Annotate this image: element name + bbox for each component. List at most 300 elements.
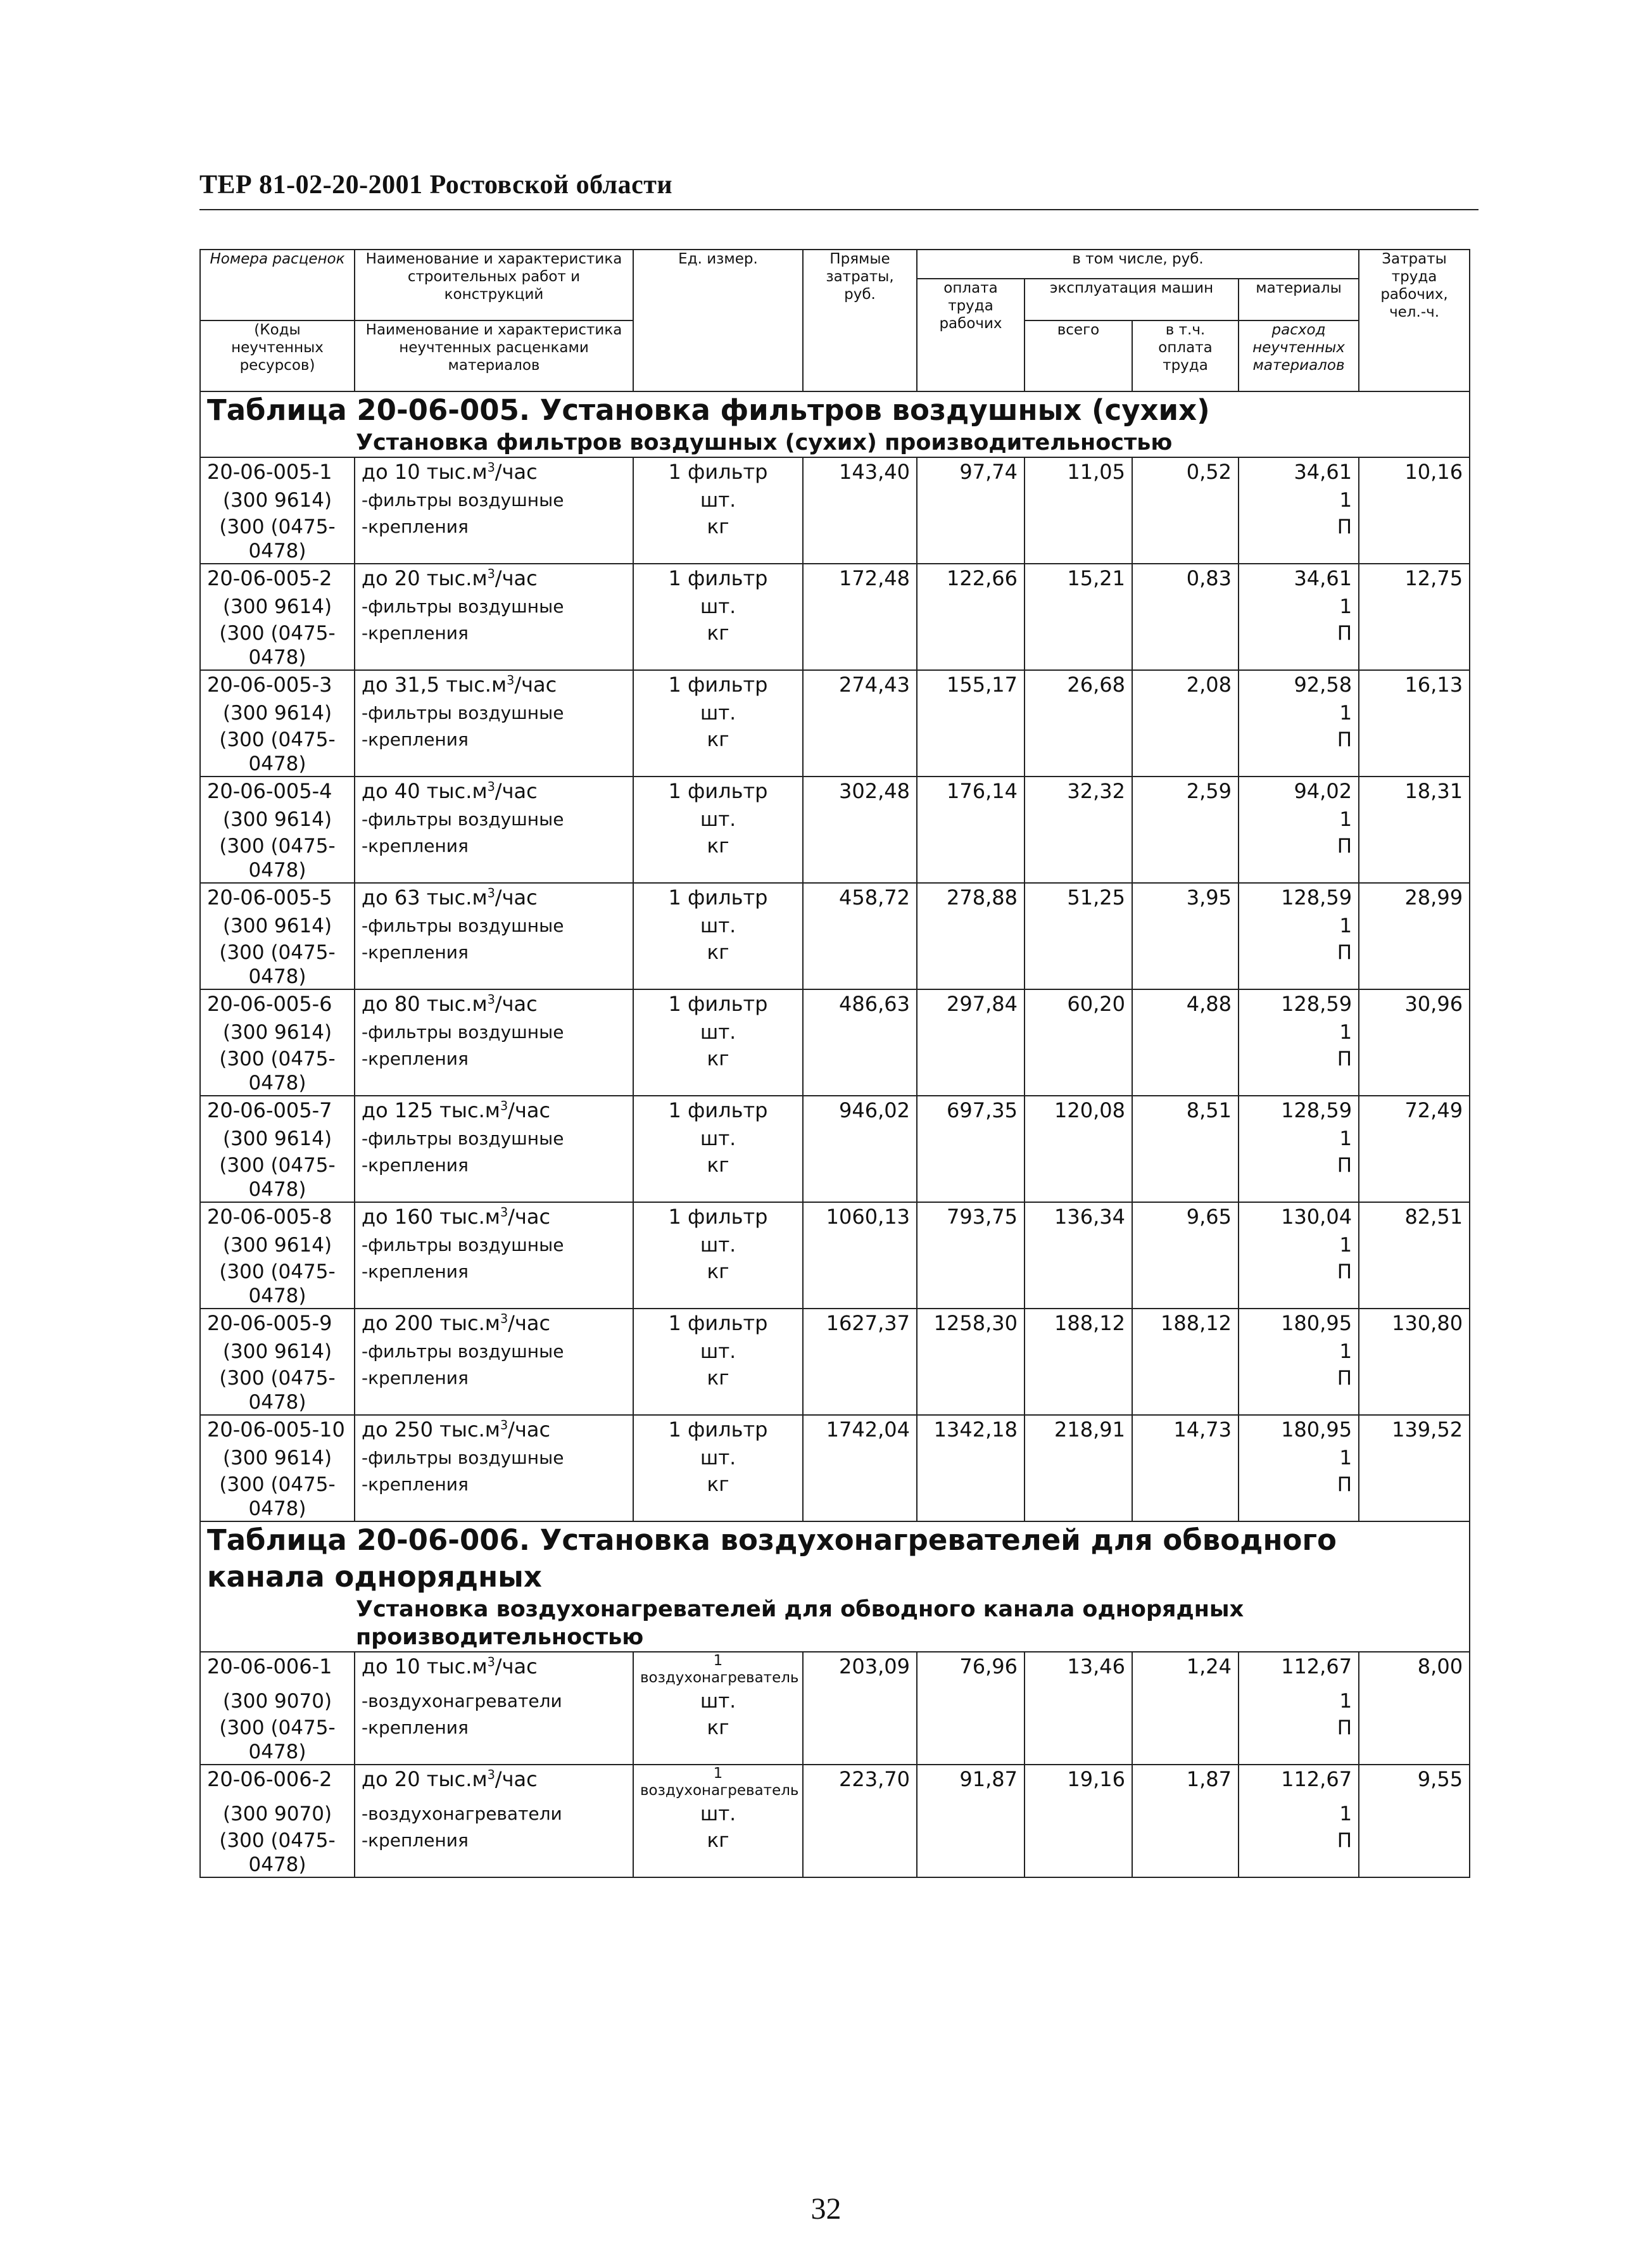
resource-name: -фильтры воздушные [355,1018,633,1047]
header-name-bottom: Наименование и характеристика неучтенных расценками материалов [355,320,633,391]
empty-cell [803,621,917,670]
resource-qty: 1 [1239,1018,1359,1047]
empty-cell [917,1018,1025,1047]
rate-name-text: до 40 тыс.м [362,779,488,803]
machines-total: 19,16 [1025,1765,1132,1799]
resource-code: (300 (0475-0478) [200,941,355,989]
machines-total: 218,91 [1025,1415,1132,1443]
empty-cell [1132,1153,1239,1202]
labor-hours: 139,52 [1359,1415,1470,1443]
empty-cell [803,1047,917,1096]
empty-cell [917,1716,1025,1765]
empty-cell [1359,911,1470,941]
empty-cell [803,1443,917,1473]
labor-pay: 97,74 [917,457,1025,486]
resource-code: (300 (0475-0478) [200,1473,355,1521]
empty-cell [1132,1829,1239,1877]
unit-power: 3 [500,1205,508,1220]
header-labor-cost: Затраты труда рабочих, чел.-ч. [1359,250,1470,391]
resource-code: (300 (0475-0478) [200,1716,355,1765]
rate-row [200,457,1470,486]
labor-hours: 30,96 [1359,989,1470,1018]
unit-suffix: /час [508,1098,551,1122]
direct-cost: 946,02 [803,1096,917,1124]
table-title-row [200,1521,1470,1595]
empty-cell [1132,699,1239,728]
resource-row [200,1260,1470,1309]
empty-cell [917,1799,1025,1829]
machines-total: 26,68 [1025,670,1132,699]
empty-cell [803,1473,917,1521]
direct-cost: 1742,04 [803,1415,917,1443]
resource-row [200,1124,1470,1153]
empty-cell [917,621,1025,670]
empty-cell [1132,805,1239,834]
resource-qty: П [1239,1047,1359,1096]
rate-name-text: до 31,5 тыс.м [362,673,507,697]
resource-qty: 1 [1239,1231,1359,1260]
machines-total: 13,46 [1025,1652,1132,1687]
rate-name-text: до 250 тыс.м [362,1418,500,1442]
resource-unit: кг [633,1047,803,1096]
empty-cell [1359,621,1470,670]
rate-row [200,670,1470,699]
machines-labor: 8,51 [1132,1096,1239,1124]
resource-row [200,941,1470,989]
header-name-top: Наименование и характеристика строительных работ и конструкций [355,250,633,320]
table-subtitle-row [200,429,1470,457]
unit-power: 3 [487,460,495,475]
empty-cell [917,941,1025,989]
rate-name [355,989,633,1018]
empty-cell [1025,1124,1132,1153]
empty-cell [1132,1124,1239,1153]
resource-unit: кг [633,1473,803,1521]
rate-row [200,1652,1470,1687]
rate-unit: 1 воздухонагреватель [633,1652,803,1687]
rate-name [355,1652,633,1687]
resource-name: -фильтры воздушные [355,1231,633,1260]
resource-name: -фильтры воздушные [355,1124,633,1153]
empty-cell [917,1687,1025,1716]
resource-row [200,1473,1470,1521]
rate-name [355,777,633,805]
unit-power: 3 [487,885,495,901]
resource-qty: 1 [1239,1799,1359,1829]
resource-unit: кг [633,1829,803,1877]
unit-suffix: /час [495,779,538,803]
direct-cost: 223,70 [803,1765,917,1799]
resource-row [200,515,1470,564]
labor-hours: 8,00 [1359,1652,1470,1687]
resource-qty: 1 [1239,1687,1359,1716]
resource-name: -фильтры воздушные [355,592,633,621]
direct-cost: 302,48 [803,777,917,805]
resource-code: (300 9614) [200,1337,355,1366]
resource-row [200,699,1470,728]
empty-cell [1359,1337,1470,1366]
resource-unit: шт. [633,486,803,515]
resource-row [200,1799,1470,1829]
materials-cost: 128,59 [1239,989,1359,1018]
rate-row [200,1202,1470,1231]
empty-cell [1132,1047,1239,1096]
unit-suffix: /час [495,992,538,1016]
rate-name-text: до 125 тыс.м [362,1098,500,1122]
resource-name: -крепления [355,621,633,670]
estimate-table [199,249,1470,1878]
empty-cell [1132,486,1239,515]
machines-labor: 14,73 [1132,1415,1239,1443]
rate-name-text: до 200 тыс.м [362,1311,500,1335]
empty-cell [1132,1366,1239,1415]
empty-cell [1359,515,1470,564]
labor-pay: 176,14 [917,777,1025,805]
empty-cell [1132,728,1239,777]
resource-qty: 1 [1239,805,1359,834]
resource-name: -фильтры воздушные [355,911,633,941]
empty-cell [1025,911,1132,941]
labor-pay: 91,87 [917,1765,1025,1799]
empty-cell [803,1231,917,1260]
resource-unit: шт. [633,1337,803,1366]
machines-labor: 2,59 [1132,777,1239,805]
empty-cell [1132,911,1239,941]
header-unit: Ед. измер. [633,250,803,391]
machines-labor: 0,52 [1132,457,1239,486]
resource-qty: П [1239,1473,1359,1521]
machines-labor: 1,87 [1132,1765,1239,1799]
rate-unit: 1 фильтр [633,1096,803,1124]
resource-code: (300 9614) [200,699,355,728]
rate-code: 20-06-005-2 [200,564,355,592]
rate-code: 20-06-005-8 [200,1202,355,1231]
resource-name: -воздухонагреватели [355,1687,633,1716]
labor-pay: 278,88 [917,883,1025,911]
materials-cost: 180,95 [1239,1415,1359,1443]
empty-cell [1359,1047,1470,1096]
labor-hours: 12,75 [1359,564,1470,592]
empty-cell [803,1829,917,1877]
resource-unit: кг [633,1366,803,1415]
resource-qty: П [1239,1716,1359,1765]
unit-power: 3 [487,1767,495,1782]
materials-cost: 92,58 [1239,670,1359,699]
rate-unit: 1 фильтр [633,1415,803,1443]
table-title: Таблица 20-06-006. Установка воздухонагревателей для обводного канала однорядных [200,1521,1470,1595]
labor-pay: 793,75 [917,1202,1025,1231]
rate-name-text: до 80 тыс.м [362,992,488,1016]
materials-cost: 34,61 [1239,564,1359,592]
labor-pay: 1342,18 [917,1415,1025,1443]
labor-hours: 130,80 [1359,1309,1470,1337]
labor-pay: 76,96 [917,1652,1025,1687]
empty-cell [1025,1443,1132,1473]
empty-cell [1025,486,1132,515]
empty-cell [1132,1473,1239,1521]
empty-cell [917,1473,1025,1521]
resource-qty: П [1239,728,1359,777]
empty-cell [1132,1018,1239,1047]
empty-cell [1025,1231,1132,1260]
machines-total: 60,20 [1025,989,1132,1018]
machines-total: 136,34 [1025,1202,1132,1231]
resource-name: -крепления [355,1716,633,1765]
machines-total: 51,25 [1025,883,1132,911]
unit-power: 3 [487,779,495,794]
rate-code: 20-06-005-5 [200,883,355,911]
empty-cell [917,805,1025,834]
resource-row [200,592,1470,621]
empty-cell [803,941,917,989]
resource-unit: шт. [633,1799,803,1829]
empty-cell [1132,1799,1239,1829]
resource-code: (300 9614) [200,1231,355,1260]
empty-cell [1025,621,1132,670]
empty-cell [803,1366,917,1415]
unit-suffix: /час [508,1205,551,1229]
rate-row [200,1096,1470,1124]
resource-row [200,728,1470,777]
empty-cell [1025,941,1132,989]
labor-hours: 72,49 [1359,1096,1470,1124]
labor-hours: 10,16 [1359,457,1470,486]
resource-qty: 1 [1239,1124,1359,1153]
empty-cell [917,728,1025,777]
rate-row [200,564,1470,592]
rate-name [355,1309,633,1337]
empty-cell [917,592,1025,621]
resource-code: (300 (0475-0478) [200,1153,355,1202]
empty-cell [1025,1153,1132,1202]
direct-cost: 458,72 [803,883,917,911]
empty-cell [803,592,917,621]
unit-suffix: /час [495,1654,538,1678]
empty-cell [917,486,1025,515]
unit-suffix: /час [508,1418,551,1442]
empty-cell [1359,1716,1470,1765]
empty-cell [1025,1473,1132,1521]
rate-row [200,989,1470,1018]
rate-unit: 1 фильтр [633,1202,803,1231]
resource-row [200,805,1470,834]
resource-qty: 1 [1239,911,1359,941]
unit-suffix: /час [495,566,538,590]
resource-unit: кг [633,941,803,989]
labor-hours: 18,31 [1359,777,1470,805]
empty-cell [1359,1829,1470,1877]
resource-name: -фильтры воздушные [355,1443,633,1473]
empty-cell [803,1337,917,1366]
unit-power: 3 [507,673,515,688]
rate-code: 20-06-006-1 [200,1652,355,1687]
empty-cell [1359,941,1470,989]
labor-pay: 1258,30 [917,1309,1025,1337]
empty-cell [917,1829,1025,1877]
resource-qty: П [1239,1260,1359,1309]
empty-cell [803,1716,917,1765]
unit-power: 3 [487,992,495,1007]
resource-qty: 1 [1239,1337,1359,1366]
empty-cell [1132,1231,1239,1260]
empty-cell [1359,1366,1470,1415]
rate-row [200,1415,1470,1443]
rate-code: 20-06-005-4 [200,777,355,805]
empty-cell [803,1153,917,1202]
direct-cost: 1060,13 [803,1202,917,1231]
empty-cell [1359,699,1470,728]
rate-code: 20-06-005-3 [200,670,355,699]
empty-cell [1132,621,1239,670]
table-title-row [200,391,1470,429]
rate-unit: 1 фильтр [633,670,803,699]
rate-unit: 1 фильтр [633,457,803,486]
empty-cell [917,911,1025,941]
unit-power: 3 [500,1098,508,1113]
table-subtitle-row [200,1595,1470,1652]
empty-cell [1359,805,1470,834]
materials-cost: 112,67 [1239,1652,1359,1687]
empty-cell [1132,515,1239,564]
empty-cell [1132,834,1239,883]
header-materials: материалы [1239,279,1359,320]
empty-cell [917,515,1025,564]
resource-row [200,1231,1470,1260]
resource-unit: шт. [633,1231,803,1260]
empty-cell [1359,728,1470,777]
machines-total: 32,32 [1025,777,1132,805]
resource-code: (300 (0475-0478) [200,728,355,777]
rate-code: 20-06-005-9 [200,1309,355,1337]
resource-name: -фильтры воздушные [355,805,633,834]
resource-code: (300 (0475-0478) [200,1047,355,1096]
resource-code: (300 9070) [200,1687,355,1716]
resource-code: (300 9614) [200,486,355,515]
empty-cell [1025,1047,1132,1096]
empty-cell [803,911,917,941]
resource-name: -крепления [355,1829,633,1877]
resource-unit: шт. [633,1687,803,1716]
resource-qty: П [1239,1829,1359,1877]
empty-cell [803,1687,917,1716]
machines-labor: 1,24 [1132,1652,1239,1687]
rate-name [355,564,633,592]
rate-code: 20-06-005-6 [200,989,355,1018]
resource-unit: шт. [633,1443,803,1473]
rate-name-text: до 63 тыс.м [362,885,488,910]
rate-unit: 1 фильтр [633,564,803,592]
resource-unit: шт. [633,805,803,834]
empty-cell [917,1337,1025,1366]
resource-unit: шт. [633,911,803,941]
header-direct: Прямые затраты, руб. [803,250,917,391]
direct-cost: 203,09 [803,1652,917,1687]
rate-unit: 1 воздухонагреватель [633,1765,803,1799]
resource-row [200,834,1470,883]
empty-cell [1025,515,1132,564]
labor-hours: 9,55 [1359,1765,1470,1799]
resource-unit: кг [633,834,803,883]
resource-name: -крепления [355,1366,633,1415]
resource-code: (300 9614) [200,805,355,834]
resource-qty: П [1239,1153,1359,1202]
empty-cell [1132,592,1239,621]
machines-total: 188,12 [1025,1309,1132,1337]
direct-cost: 172,48 [803,564,917,592]
unit-suffix: /час [514,673,557,697]
labor-hours: 16,13 [1359,670,1470,699]
resource-name: -крепления [355,1047,633,1096]
direct-cost: 143,40 [803,457,917,486]
resource-row [200,486,1470,515]
materials-cost: 130,04 [1239,1202,1359,1231]
empty-cell [1359,1687,1470,1716]
empty-cell [803,515,917,564]
empty-cell [917,1260,1025,1309]
resource-code: (300 9070) [200,1799,355,1829]
empty-cell [1025,1799,1132,1829]
empty-cell [803,1260,917,1309]
resource-qty: П [1239,621,1359,670]
resource-row [200,1687,1470,1716]
resource-code: (300 (0475-0478) [200,1260,355,1309]
empty-cell [803,1018,917,1047]
resource-name: -крепления [355,1473,633,1521]
header-mat-uncounted: расход неучтенных материалов [1239,320,1359,391]
empty-cell [803,699,917,728]
empty-cell [917,1366,1025,1415]
empty-cell [917,1124,1025,1153]
resource-code: (300 (0475-0478) [200,1829,355,1877]
resource-unit: кг [633,728,803,777]
resource-code: (300 9614) [200,1018,355,1047]
resource-qty: П [1239,515,1359,564]
empty-cell [1025,1260,1132,1309]
empty-cell [803,486,917,515]
empty-cell [1359,1443,1470,1473]
resource-code: (300 (0475-0478) [200,1366,355,1415]
rate-name [355,1202,633,1231]
empty-cell [803,834,917,883]
labor-hours: 82,51 [1359,1202,1470,1231]
empty-cell [803,728,917,777]
machines-total: 120,08 [1025,1096,1132,1124]
empty-cell [1025,1829,1132,1877]
unit-suffix: /час [495,885,538,910]
header-code-bottom: (Коды неучтенных ресурсов) [200,320,355,391]
empty-cell [1025,1018,1132,1047]
unit-suffix: /час [495,460,538,484]
machines-labor: 3,95 [1132,883,1239,911]
rate-name-text: до 20 тыс.м [362,566,488,590]
labor-pay: 122,66 [917,564,1025,592]
empty-cell [1359,1124,1470,1153]
resource-unit: кг [633,515,803,564]
resource-qty: 1 [1239,486,1359,515]
rate-name [355,1415,633,1443]
document-header: ТЕР 81-02-20-2001 Ростовской области [199,170,673,200]
empty-cell [1025,728,1132,777]
header-machines: эксплуатация машин [1025,279,1239,320]
empty-cell [917,1153,1025,1202]
header-code-top: Номера расценок [200,250,355,320]
resource-row [200,1047,1470,1096]
empty-cell [1359,486,1470,515]
empty-cell [803,805,917,834]
rate-name [355,883,633,911]
resource-name: -крепления [355,1153,633,1202]
table-subtitle: Установка воздухонагревателей для обводного канала однорядных производительностью [200,1595,1470,1652]
